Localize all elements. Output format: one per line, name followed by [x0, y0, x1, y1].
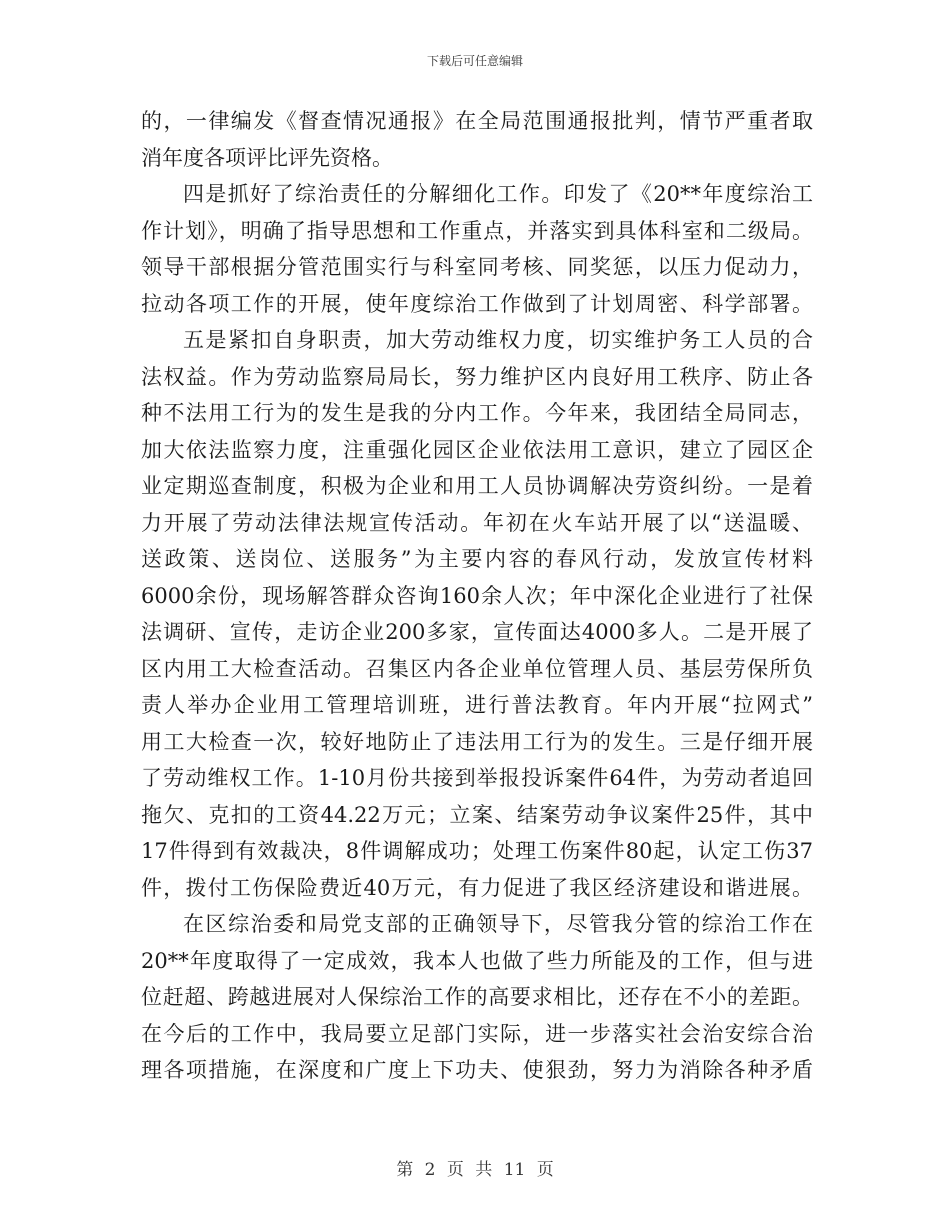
- page-header-note: 下载后可任意编辑: [426, 54, 523, 68]
- text-line: 法权益。作为劳动监察局局长，努力维护区内良好用工秩序、防止各: [141, 364, 813, 389]
- text-line: 四是抓好了综治责任的分解细化工作。印发了《20**年度综治工: [183, 182, 813, 206]
- text-line: 6000余份，现场解答群众咨询160余人次；年中深化企业进行了社保: [141, 583, 813, 608]
- text-line: 位赶超、跨越进展对人保综治工作的高要求相比，还存在不小的差距。: [141, 985, 813, 1009]
- text-line: 的，一律编发《督查情况通报》在全局范围通报批判，情节严重者取: [141, 109, 813, 133]
- text-line: 理各项措施，在深度和广度上下功夫、使狠劲，努力为消除各种矛盾: [141, 1058, 813, 1082]
- text-line: 送政策、送岗位、送服务”为主要内容的春风行动，发放宣传材料: [141, 547, 813, 571]
- text-line: 17件得到有效裁决，8件调解成功；处理工伤案件80起，认定工伤37: [141, 839, 813, 863]
- text-line: 用工大检查一次，较好地防止了违法用工行为的发生。三是仔细开展: [141, 729, 813, 754]
- text-line: 拉动各项工作的开展，使年度综治工作做到了计划周密、科学部署。: [141, 291, 813, 316]
- document-body: [141, 103, 813, 1089]
- text-line: 作计划》，明确了指导思想和工作重点，并落实到具体科室和二级局。: [141, 218, 813, 243]
- text-line: 区内用工大检查活动。召集区内各企业单位管理人员、基层劳保所负: [141, 656, 813, 681]
- text-line: 在区综治委和局党支部的正确领导下，尽管我分管的综治工作在: [183, 912, 813, 936]
- text-line: 法调研、宣传，走访企业200多家，宣传面达4000多人。二是开展了: [141, 620, 813, 644]
- text-line: 力开展了劳动法律法规宣传活动。年初在火车站开展了以“送温暖、: [141, 510, 813, 535]
- text-line: 件，拨付工伤保险费近40万元，有力促进了我区经济建设和谐进展。: [141, 875, 813, 900]
- text-line: 领导干部根据分管范围实行与科室同考核、同奖惩，以压力促动力，: [141, 255, 813, 279]
- text-line: 了劳动维权工作。1-10月份共接到举报投诉案件64件，为劳动者追回: [141, 766, 813, 790]
- page-number: 第 2 页 共 11 页: [396, 1160, 554, 1180]
- text-line: 业定期巡查制度，积极为企业和用工人员协调解决劳资纠纷。一是着: [141, 474, 813, 498]
- text-line: 责人举办企业用工管理培训班，进行普法教育。年内开展“拉网式”: [141, 693, 813, 717]
- text-line: 加大依法监察力度，注重强化园区企业依法用工意识，建立了园区企: [141, 437, 813, 462]
- text-line: 20**年度取得了一定成效，我本人也做了些力所能及的工作，但与进: [141, 948, 813, 973]
- text-line: 在今后的工作中，我局要立足部门实际，进一步落实社会治安综合治: [141, 1021, 813, 1046]
- text-line: 种不法用工行为的发生是我的分内工作。今年来，我团结全局同志，: [141, 401, 813, 425]
- text-line: 消年度各项评比评先资格。: [141, 145, 393, 170]
- text-line: 拖欠、克扣的工资44.22万元；立案、结案劳动争议案件25件，其中: [141, 802, 813, 827]
- text-line: 五是紧扣自身职责，加大劳动维权力度，切实维护务工人员的合: [183, 328, 813, 352]
